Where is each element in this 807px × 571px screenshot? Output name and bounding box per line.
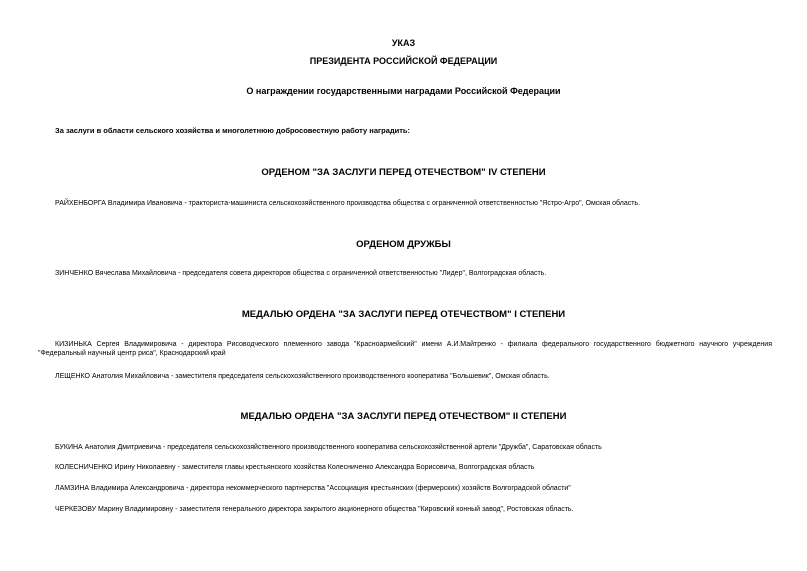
decree-intro: За заслуги в области сельского хозяйства и многолетнюю добросовестную работу наградить: bbox=[55, 126, 411, 135]
section-heading: МЕДАЛЬЮ ОРДЕНА "ЗА ЗАСЛУГИ ПЕРЕД ОТЕЧЕСТВОМ" II СТЕПЕНИ bbox=[240, 411, 567, 422]
section-heading: ОРДЕНОМ ДРУЖБЫ bbox=[356, 239, 451, 250]
award-entry: КОЛЕСНИЧЕНКО Ирину Николаевну - заместителя главы крестьянского хозяйства Колесниченко Александра Борисовича, Волгоградская область bbox=[55, 464, 535, 471]
section-heading: ОРДЕНОМ "ЗА ЗАСЛУГИ ПЕРЕД ОТЕЧЕСТВОМ" IV СТЕПЕНИ bbox=[261, 167, 546, 178]
decree-subtitle: ПРЕЗИДЕНТА РОССИЙСКОЙ ФЕДЕРАЦИИ bbox=[309, 56, 498, 66]
award-entry: ЗИНЧЕНКО Вячеслава Михайловича - председателя совета директоров общества с ограниченной ответственностью "Лидер", Волгоградская область. bbox=[55, 270, 547, 277]
award-entry: ЛАМЗИНА Владимира Александровича - директора некоммерческого партнерства "Ассоциация крестьянских (фермерских) хозяйств Волгоградской области" bbox=[55, 485, 571, 492]
award-entry: ЧЕРКЕЗОВУ Марину Владимировну - заместителя генерального директора закрытого акционерного общества "Кировский конный завод", Ростовская область. bbox=[55, 506, 574, 513]
award-entry: КИЗИНЬКА Сергея Владимировича - директора Рисоводческого племенного завода "Красноармейский" имени А.И.Майтренко - филиала федерального государственного бюджетного научного учреждения "Федеральный научный центр риса", Краснодарский край bbox=[38, 341, 772, 357]
section-heading: МЕДАЛЬЮ ОРДЕНА "ЗА ЗАСЛУГИ ПЕРЕД ОТЕЧЕСТВОМ" I СТЕПЕНИ bbox=[241, 309, 566, 320]
award-entry: БУКИНА Анатолия Дмитриевича - председателя сельскохозяйственного производственного кооператива сельскохозяйственной артели "Дружба", Саратовская область bbox=[55, 444, 602, 451]
decree-title: УКАЗ bbox=[391, 38, 416, 48]
decree-topic: О награждении государственными наградами Российской Федерации bbox=[246, 86, 561, 96]
award-entry: РАЙХЕНБОРГА Владимира Ивановича - тракториста-машиниста сельскохозяйственного производства общества с ограниченной ответственностью "Ястро-Агро", Омская область. bbox=[55, 200, 641, 207]
award-entry: ЛЕЩЕНКО Анатолия Михайловича - заместителя председателя сельскохозяйственного производственного кооператива "Большевик", Омская область. bbox=[55, 373, 550, 380]
